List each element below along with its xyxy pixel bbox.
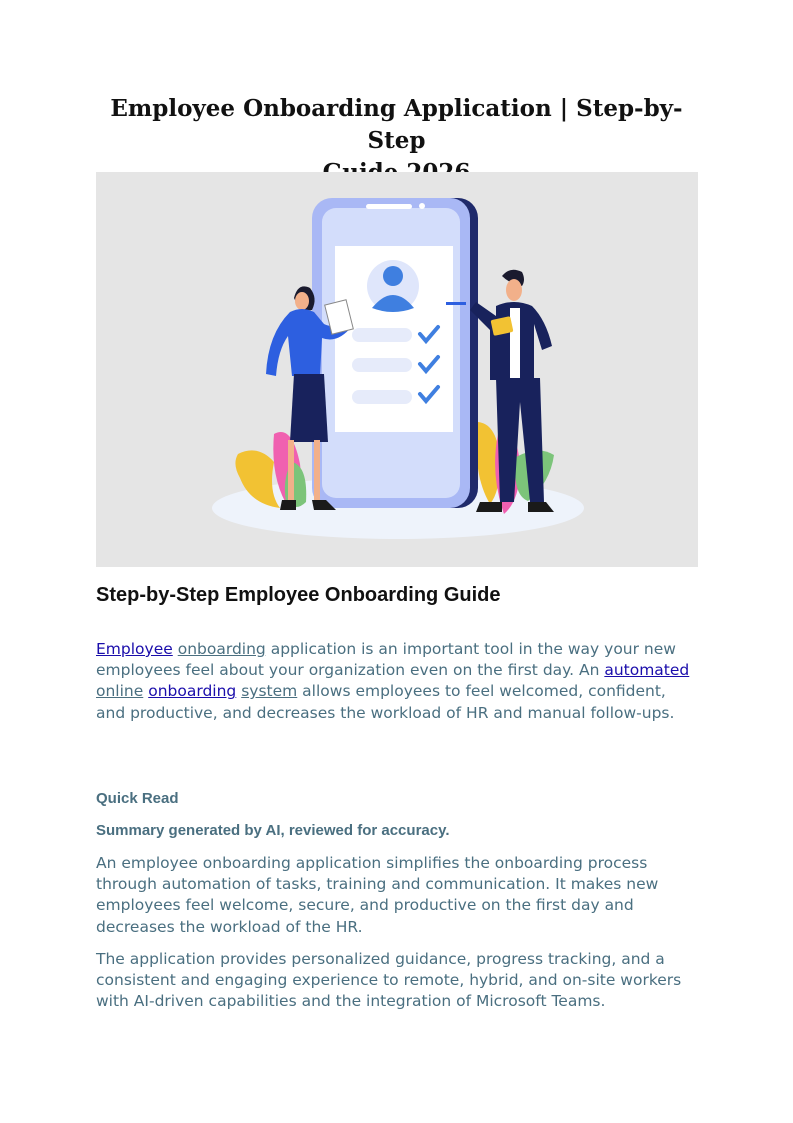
link-automated[interactable]: automated — [604, 661, 690, 680]
onboarding-illustration — [96, 172, 698, 567]
field-line-2 — [352, 358, 412, 372]
intro-text-2: allows employees to feel welcomed, confident, and productive, and decreases the workload of HR and manual follow-ups. — [96, 682, 675, 722]
avatar-head — [383, 266, 403, 286]
link-onboarding-2[interactable]: onboarding — [148, 682, 237, 701]
summary-paragraph-2: The application provides personalized guidance, progress tracking, and a consistent and engaging experience to remote, hybrid, and on-site workers with AI-driven capabilities and the integration of Microsoft Teams. — [96, 950, 682, 1011]
field-line-1 — [352, 328, 412, 342]
link-employee[interactable]: Employee — [96, 640, 173, 658]
summary-paragraph-1: An employee onboarding application simplifies the onboarding process through automation of tasks, training and communication. It makes new employees feel welcome, secure, and productive on the first day and decreases the workload of the HR. — [96, 854, 659, 936]
ai-summary-note: Summary generated by AI, reviewed for accuracy. — [96, 822, 450, 839]
onboarding-illustration-svg — [96, 172, 698, 567]
intro-paragraph — [96, 639, 696, 724]
field-line-3 — [352, 390, 412, 404]
phone-speaker — [366, 204, 412, 209]
link-onboarding[interactable]: onboarding — [177, 640, 266, 658]
link-online[interactable]: online — [96, 682, 144, 701]
intro-text-1: application is an important tool in the way your new employees feel about your organization even on the first day. An — [96, 640, 676, 680]
phone-camera — [419, 203, 425, 209]
title-line-1: Employee Onboarding Application | Step-by-Step — [110, 95, 683, 154]
quick-read-label: Quick Read — [96, 790, 179, 807]
section-heading: Step-by-Step Employee Onboarding Guide — [96, 584, 501, 606]
link-system[interactable]: system — [241, 682, 298, 701]
